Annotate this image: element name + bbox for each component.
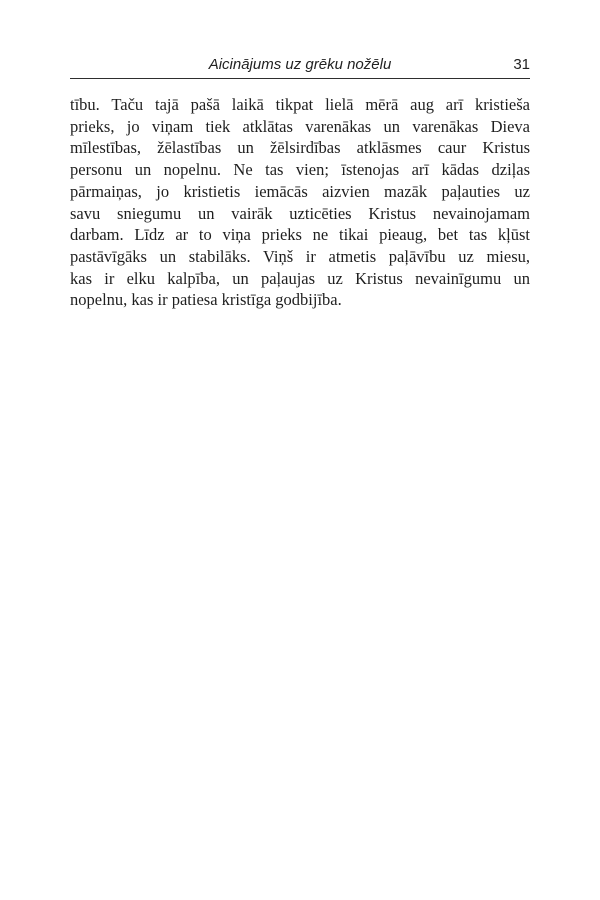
text-line: savu sniegumu un vairāk uzticēties Kristus nevainojamam (70, 203, 530, 223)
page-header (70, 55, 530, 79)
text-line: prieks, jo viņam tiek atklātas varenākas un varenākas Dieva (70, 116, 530, 136)
text-line: tību. Taču tajā pašā laikā tikpat lielā mērā aug arī kristieša (70, 95, 530, 114)
text-line: nopelnu, kas ir patiesa kristīga godbijība. (70, 290, 342, 310)
running-title: Aicinājums uz grēku nožēlu (208, 56, 392, 73)
page-number: 31 (513, 56, 530, 73)
text-line: darbam. Līdz ar to viņa prieks ne tikai pieaug, bet tas kļūst (70, 225, 530, 245)
text-line: personu un nopelnu. Ne tas vien; īstenojas arī kādas dziļas (70, 160, 530, 180)
text-line: pārmaiņas, jo kristietis iemācās aizvien mazāk paļauties uz (70, 181, 530, 201)
text-line: kas ir elku kalpība, un paļaujas uz Kristus nevainīgumu un (70, 268, 530, 288)
page-body (70, 94, 530, 311)
text-line: pastāvīgāks un stabilāks. Viņš ir atmetis paļāvību uz miesu, (70, 246, 530, 266)
text-line: mīlestības, žēlastības un žēlsirdības atklāsmes caur Kristus (70, 138, 530, 158)
